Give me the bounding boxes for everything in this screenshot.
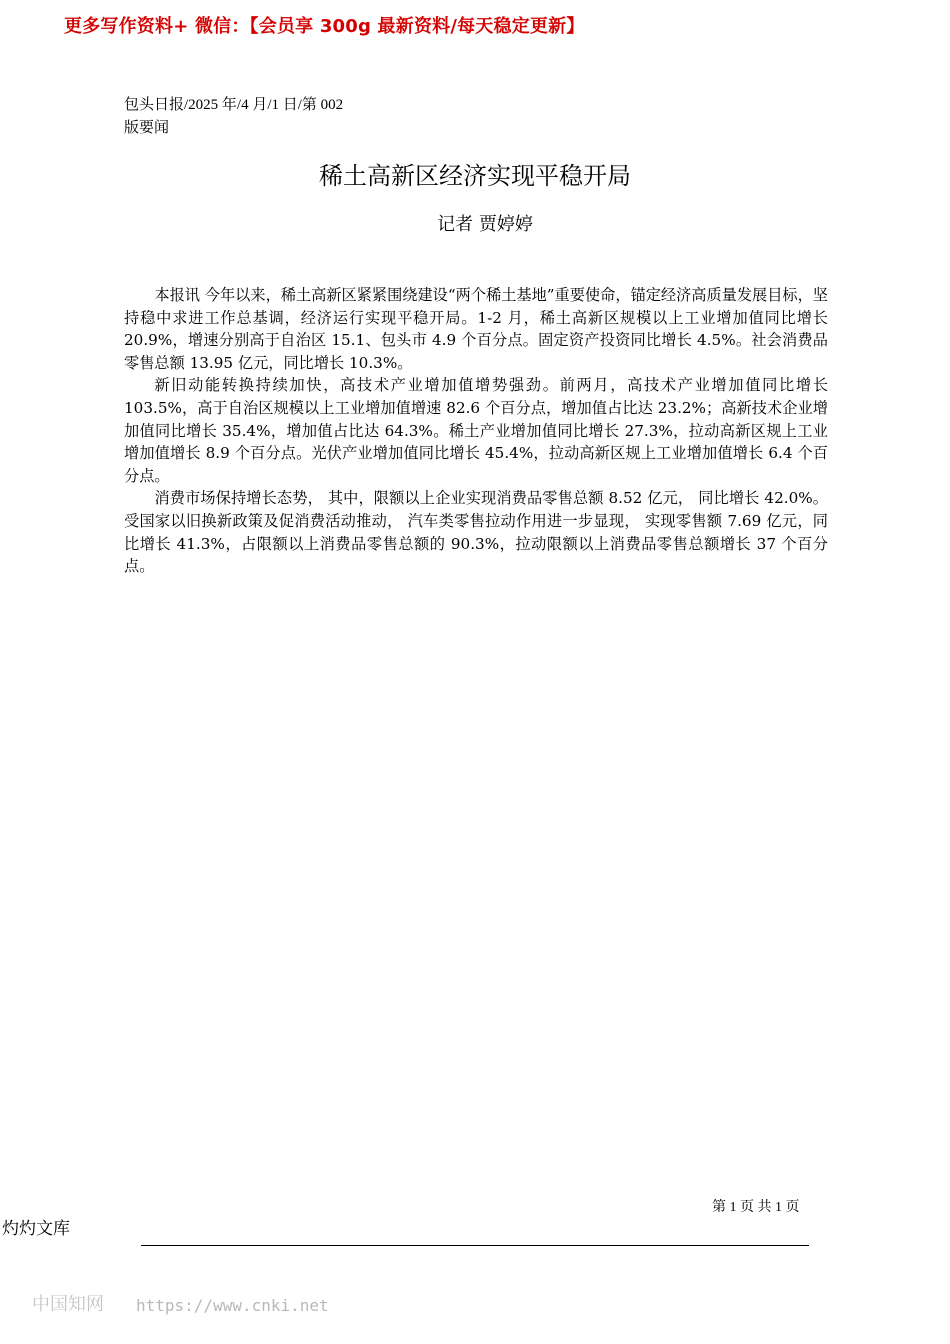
footer-brand: 灼灼文库 xyxy=(2,1219,70,1239)
promo-banner: 更多写作资料+ 微信：【会员享 300g 最新资料/每天稳定更新】 xyxy=(64,16,585,37)
article-paragraph: 消费市场保持增长态势， 其中，限额以上企业实现消费品零售总额 8.52 亿元， 同比增长 42.0%。受国家以旧换新政策及促消费活动推动， 汽车类零售拉动作用进一步显现， 实现零售额 7.69 亿元，同比增长 41.3%，占限额以上消费品零售总额的 90.3%，拉动限额以上消费品零售总额增长 37 个百分点。 xyxy=(124,489,828,576)
article-paragraph: 本报讯 今年以来，稀土高新区紧紧围绕建设“两个稀土基地”重要使命，锚定经济高质量发展目标，坚持稳中求进工作总基调，经济运行实现平稳开局。1-2 月，稀土高新区规模以上工业增加值同比增长 20.9%，增速分别高于自治区 15.1、包头市 4.9 个百分点。固定资产投资同比增长 4.5%。社会消费品零售总额 13.95 亿元，同比增长 10.3%。 xyxy=(124,286,828,372)
watermark-site-name: 中国知网 xyxy=(32,1294,104,1315)
byline: 记者 贾婷婷 xyxy=(437,214,533,235)
watermark-url: https://www.cnki.net xyxy=(136,1296,329,1315)
page-number: 第 1 页 共 1 页 xyxy=(712,1200,800,1215)
article-title: 稀土高新区经济实现平稳开局 xyxy=(319,162,631,190)
section-label: 版要闻 xyxy=(124,118,170,136)
publication-source: 包头日报/2025 年/4 月/1 日/第 002 xyxy=(124,97,344,113)
article-body xyxy=(124,284,828,578)
article-paragraph: 新旧动能转换持续加快，高技术产业增加值增势强劲。前两月，高技术产业增加值同比增长 103.5%，高于自治区规模以上工业增加值增速 82.6 个百分点，增加值占比达 23.2%；高新技术企业增加值同比增长 35.4%，增加值占比达 64.3%。稀土产业增加值同比增长 27.3%，拉动高新区规上工业增加值增长 8.9 个百分点。光伏产业增加值同比增长 45.4%，拉动高新区规上工业增加值增长 6.4 个百分点。 xyxy=(124,376,828,485)
footer-divider xyxy=(141,1245,809,1246)
